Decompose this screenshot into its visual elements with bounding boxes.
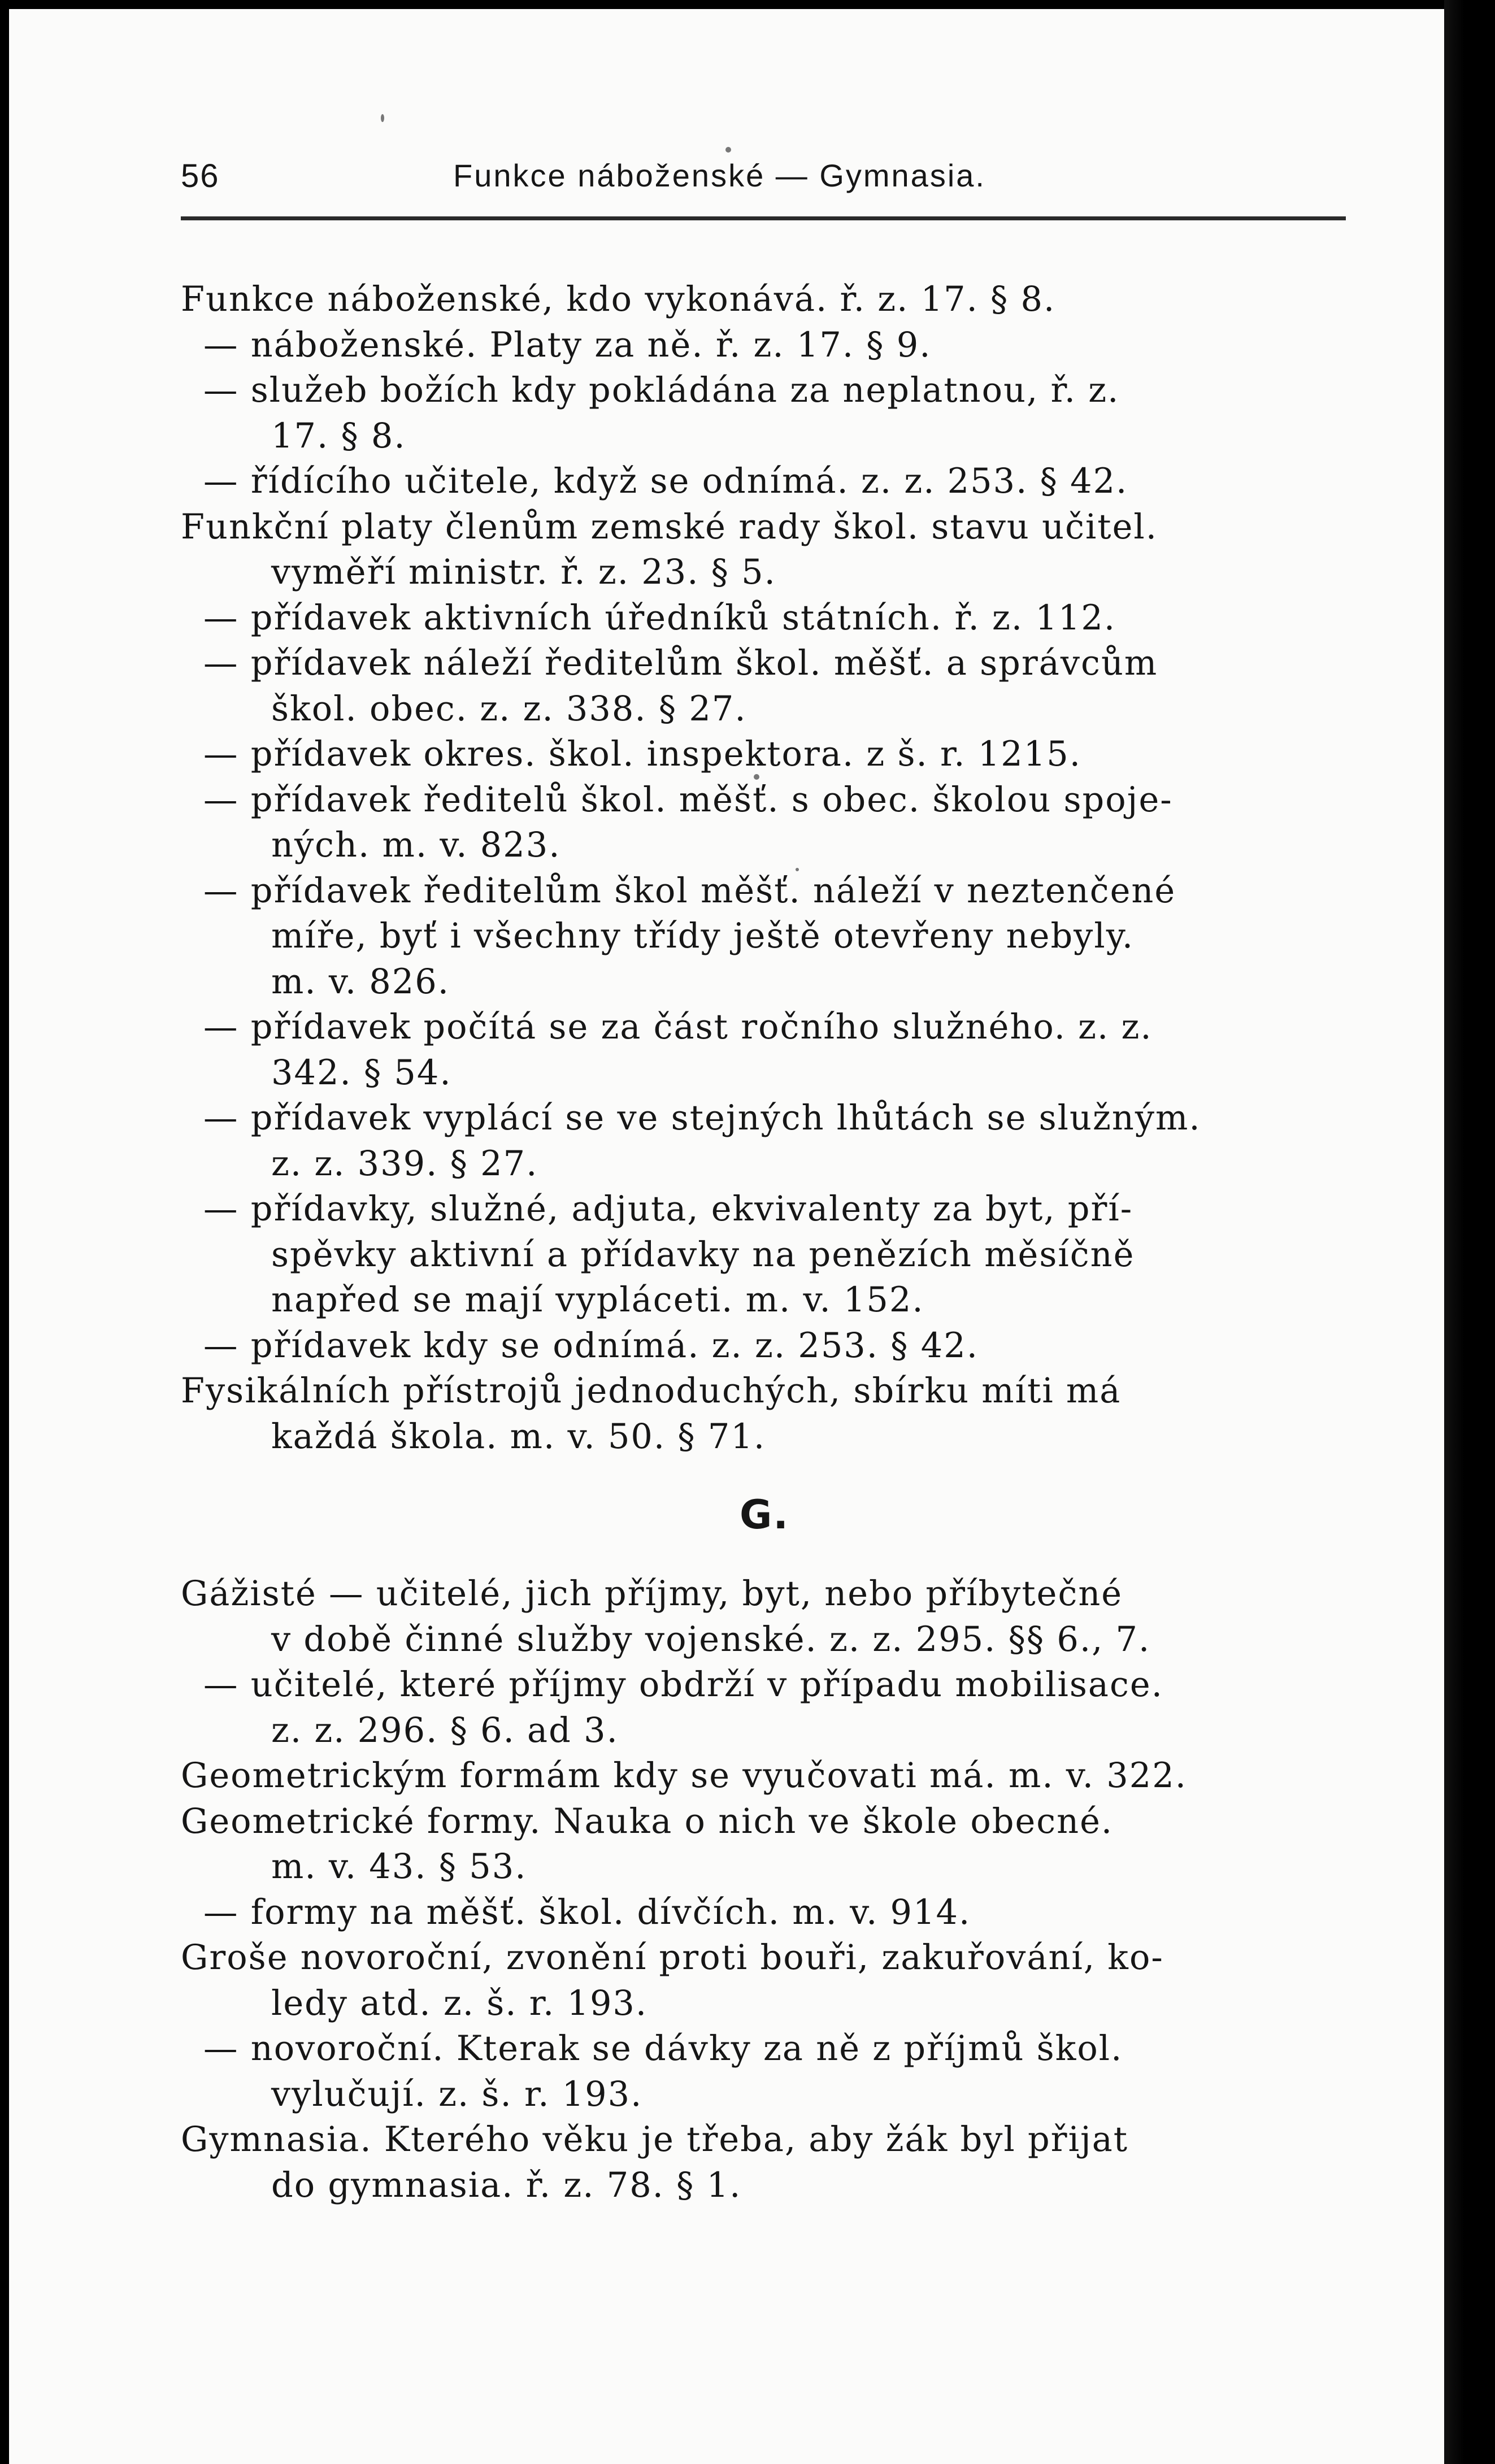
entry-line: Fysikálních přístrojů jednoduchých, sbírku míti má (181, 1371, 1122, 1411)
entry-line: — učitelé, které příjmy obdrží v případu mobilisace. (203, 1665, 1163, 1705)
index-entry (181, 1368, 1348, 1459)
index-subentry (181, 1187, 1348, 1323)
paper-fleck (381, 114, 384, 122)
entries-section-f (181, 277, 1348, 1459)
entry-continuation-line: vyměří ministr. ř. z. 23. § 5. (271, 553, 776, 592)
entry-continuation-line: ledy atd. z. š. r. 193. (271, 1983, 648, 2023)
entry-line: — přídavek počítá se za část ročního služného. z. z. (203, 1007, 1153, 1047)
entry-line: — služeb božích kdy pokládána za neplatnou, ř. z. (203, 371, 1120, 410)
index-entry (181, 1571, 1348, 1662)
index-subentry (181, 1096, 1348, 1187)
entry-line: — přídavek náleží ředitelům škol. měšť. a správcům (203, 644, 1158, 683)
entry-line: — formy na měšť. škol. dívčích. m. v. 914. (203, 1892, 971, 1932)
entry-continuation-line: m. v. 43. § 53. (271, 1847, 527, 1887)
entry-continuation-line: 342. § 54. (271, 1053, 452, 1093)
index-entry (181, 1935, 1348, 2026)
index-subentry (181, 1005, 1348, 1096)
header-rule (181, 216, 1346, 220)
index-subentry (181, 1323, 1348, 1369)
index-subentry (181, 459, 1348, 505)
index-subentry (181, 2026, 1348, 2117)
entry-line: — přídavek ředitelům škol měšť. náleží v neztenčené (203, 871, 1176, 911)
index-subentry (181, 641, 1348, 732)
entry-continuation-line: z. z. 339. § 27. (271, 1144, 538, 1184)
entry-line: — přídavek okres. škol. inspektora. z š. r. 1215. (203, 735, 1081, 774)
index-entry (181, 2117, 1348, 2208)
entry-line: — přídavek aktivních úředníků státních. ř. z. 112. (203, 598, 1116, 638)
index-subentry (181, 868, 1348, 1005)
index-subentry (181, 368, 1348, 459)
entry-line: Groše novoroční, zvonění proti bouři, zakuřování, ko- (181, 1938, 1164, 1978)
entry-continuation-line: m. v. 826. (271, 962, 450, 1002)
index-subentry (181, 1890, 1348, 1936)
index-subentry (181, 596, 1348, 641)
entry-continuation-line: z. z. 296. § 6. ad 3. (271, 1710, 619, 1750)
entry-line: — novoroční. Kterak se dávky za ně z příjmů škol. (203, 2029, 1123, 2068)
paper-fleck (725, 147, 731, 153)
running-head: Funkce náboženské — Gymnasia. (453, 158, 986, 193)
scan-right-border (1444, 0, 1495, 2464)
entry-line: Funkce náboženské, kdo vykonává. ř. z. 17. § 8. (181, 280, 1056, 319)
index-entry (181, 277, 1348, 323)
entry-line: Geometrické formy. Nauka o nich ve škole obecné. (181, 1801, 1114, 1841)
entry-continuation-line: napřed se mají vypláceti. m. v. 152. (271, 1280, 924, 1320)
entry-line: Funkční platy členům zemské rady škol. stavu učitel. (181, 507, 1158, 547)
entry-line: — náboženské. Platy za ně. ř. z. 17. § 9. (203, 325, 932, 365)
index-subentry (181, 1662, 1348, 1753)
entry-line: — přídavek kdy se odnímá. z. z. 253. § 42. (203, 1326, 979, 1366)
index-entry (181, 1799, 1348, 1890)
scan-top-border (0, 0, 1495, 9)
entry-line: Geometrickým formám kdy se vyučovati má. m. v. 322. (181, 1756, 1187, 1796)
entry-continuation-line: každá škola. m. v. 50. § 71. (271, 1416, 766, 1457)
section-letter: G. (739, 1492, 790, 1538)
entry-continuation-line: 17. § 8. (271, 416, 406, 456)
entry-continuation-line: vylučují. z. š. r. 193. (271, 2074, 643, 2114)
entry-continuation-line: ných. m. v. 823. (271, 825, 561, 865)
entry-line: — přídavek ředitelů škol. měšť. s obec. školou spoje- (203, 780, 1173, 820)
entries-section-g (181, 1571, 1348, 2208)
entry-line: — řídícího učitele, když se odnímá. z. z. 253. § 42. (203, 462, 1128, 501)
entry-continuation-line: do gymnasia. ř. z. 78. § 1. (271, 2165, 742, 2205)
page-number: 56 (181, 158, 220, 194)
index-subentry (181, 323, 1348, 368)
index-subentry (181, 732, 1348, 777)
page-header (181, 157, 1345, 202)
index-entry (181, 1753, 1348, 1799)
entry-continuation-line: spěvky aktivní a přídavky na penězích měsíčně (271, 1235, 1135, 1275)
entry-continuation-line: míře, byť i všechny třídy ještě otevřeny nebyly. (271, 916, 1135, 956)
entry-line: Gážisté — učitelé, jich příjmy, byt, nebo příbytečné (181, 1574, 1123, 1614)
entry-line: Gymnasia. Kterého věku je třeba, aby žák byl přijat (181, 2120, 1129, 2159)
entry-line: — přídavky, služné, adjuta, ekvivalenty za byt, pří- (203, 1189, 1133, 1229)
index-subentry (181, 777, 1348, 868)
index-text (181, 277, 1348, 2208)
entry-continuation-line: v době činné služby vojenské. z. z. 295. §§ 6., 7. (271, 1619, 1151, 1659)
entry-continuation-line: škol. obec. z. z. 338. § 27. (271, 689, 747, 729)
entry-line: — přídavek vyplácí se ve stejných lhůtách se služným. (203, 1098, 1201, 1138)
index-entry (181, 505, 1348, 596)
